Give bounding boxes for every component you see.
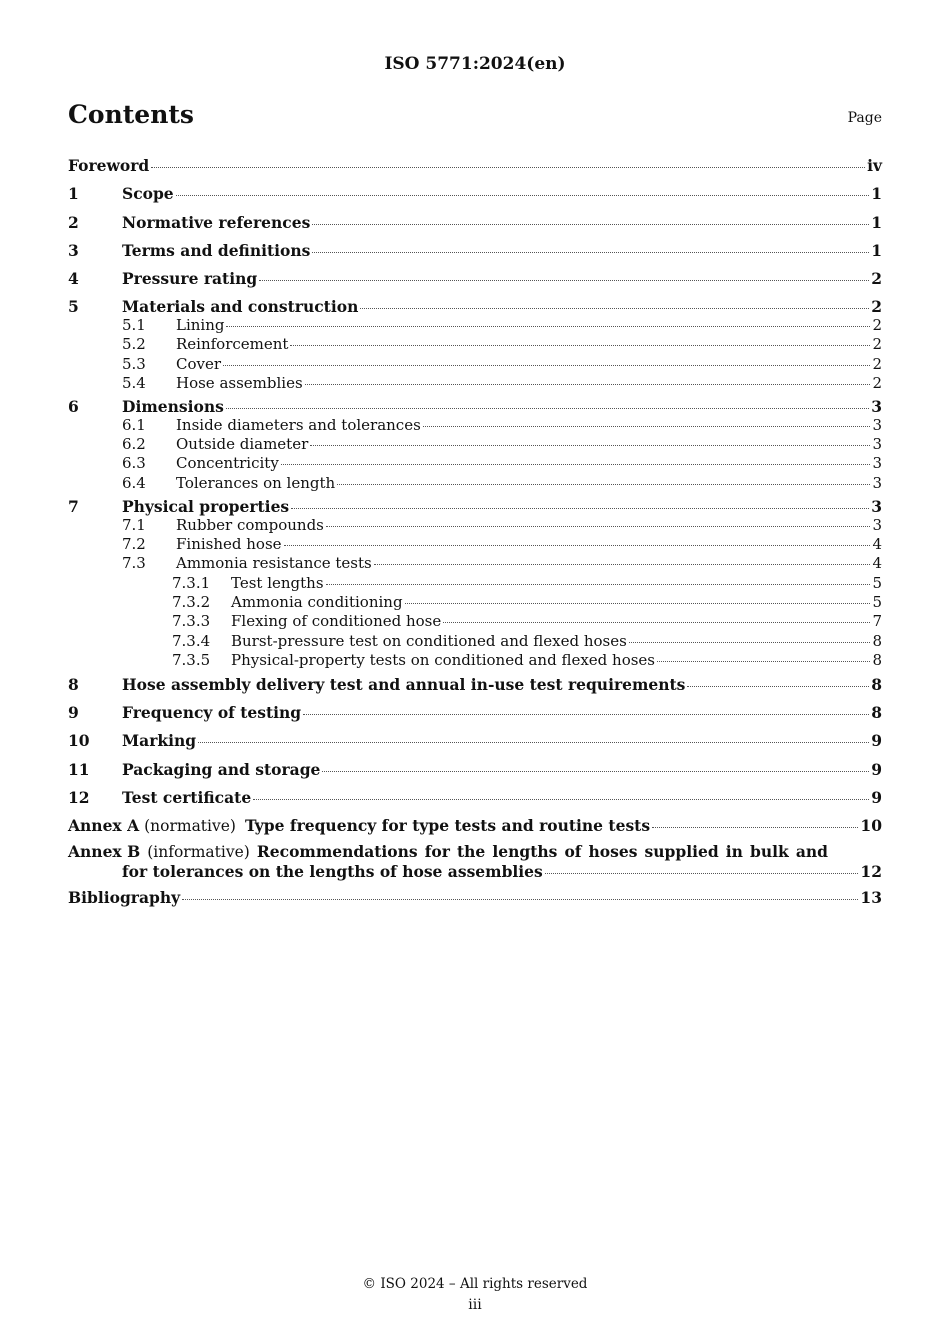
toc-entry-number: 5 bbox=[68, 297, 79, 317]
dot-leader bbox=[322, 771, 869, 772]
toc-entry-page: 1 bbox=[871, 184, 882, 204]
annex-title-word: Recommendations bbox=[256, 842, 418, 862]
dot-leader bbox=[182, 899, 858, 900]
toc-entry-2[interactable] bbox=[68, 209, 882, 237]
toc-entry-5-3[interactable] bbox=[68, 355, 882, 374]
toc-entry-5-4[interactable] bbox=[68, 374, 882, 393]
toc-entry-number: 1 bbox=[68, 184, 79, 204]
toc-entry-page: 3 bbox=[872, 454, 882, 473]
toc-entry-6-4[interactable] bbox=[68, 474, 882, 493]
toc-entry-number: 6.4 bbox=[122, 473, 146, 492]
annex-title-word: the bbox=[456, 842, 486, 862]
toc-entry-title: Burst-pressure test on conditioned and flexed hoses bbox=[231, 631, 627, 650]
page-number: iii bbox=[468, 1297, 482, 1313]
toc-entry-8[interactable] bbox=[68, 671, 882, 699]
toc-entry-title: Normative references bbox=[122, 212, 311, 232]
toc-entry-title: Physical-property tests on conditioned and flexed hoses bbox=[231, 651, 655, 670]
dot-leader bbox=[291, 508, 869, 509]
toc-entry-title: Dimensions bbox=[122, 397, 224, 417]
toc-entry-number: 5.1 bbox=[122, 315, 146, 334]
toc-entry-page: 2 bbox=[871, 297, 882, 317]
toc-entry-page: 8 bbox=[872, 631, 882, 650]
toc-entry-6-2[interactable] bbox=[68, 435, 882, 454]
toc-entry-title: Foreword bbox=[68, 156, 150, 175]
toc-entry-number: 6 bbox=[68, 397, 79, 417]
toc-entry-number: 9 bbox=[68, 702, 79, 722]
dot-leader bbox=[374, 564, 871, 565]
dot-leader bbox=[310, 445, 870, 446]
dot-leader bbox=[284, 545, 871, 546]
toc-entry-page: 3 bbox=[872, 515, 882, 534]
annex-title-word: bulk bbox=[750, 842, 789, 862]
toc-entry-7-3-4[interactable] bbox=[68, 632, 882, 651]
page-column-label: Page bbox=[847, 110, 882, 126]
toc-entry-page: 3 bbox=[872, 473, 882, 492]
toc-entry-page: 10 bbox=[860, 816, 882, 836]
toc-entry-page: 2 bbox=[871, 269, 882, 289]
toc-entry-7-3-1[interactable] bbox=[68, 574, 882, 593]
dot-leader bbox=[326, 584, 871, 585]
toc-entry-number: 2 bbox=[68, 212, 79, 232]
toc-entry-number: 7.3.1 bbox=[172, 573, 211, 592]
annex-title-word: and bbox=[795, 842, 828, 862]
dot-leader bbox=[545, 873, 859, 874]
annex-label: Annex B bbox=[68, 842, 141, 862]
toc-entry-title: Flexing of conditioned hose bbox=[231, 612, 442, 631]
toc-entry-page: 3 bbox=[872, 415, 882, 434]
toc-entry-title: Test certificate bbox=[122, 787, 252, 807]
toc-entry-page: 7 bbox=[872, 612, 882, 631]
toc-entry-number: 12 bbox=[68, 787, 90, 807]
toc-entry-title: Ammonia resistance tests bbox=[176, 554, 372, 573]
dot-leader bbox=[360, 308, 869, 309]
toc-entry-title: Test lengths bbox=[231, 573, 324, 592]
toc-entry-page: 2 bbox=[872, 373, 882, 392]
toc-entry-number: 3 bbox=[68, 240, 79, 260]
toc-entry-title: Inside diameters and tolerances bbox=[176, 415, 421, 434]
toc-entry-number: 7.3.5 bbox=[172, 651, 211, 670]
toc-entry-7-2[interactable] bbox=[68, 535, 882, 554]
toc-entry-page: 8 bbox=[871, 702, 882, 722]
toc-entry-title: Materials and construction bbox=[122, 297, 359, 317]
toc-entry-title: Lining bbox=[176, 315, 225, 334]
toc-entry-page: 4 bbox=[872, 554, 882, 573]
toc-entry-number: 4 bbox=[68, 269, 79, 289]
toc-entry-title: Pressure rating bbox=[122, 269, 258, 289]
dot-leader bbox=[312, 252, 869, 253]
toc-entry-number: 10 bbox=[68, 731, 90, 751]
toc-entry-number: 5.4 bbox=[122, 373, 146, 392]
toc-entry-title: Finished hose bbox=[176, 534, 282, 553]
annex-title-word: for bbox=[424, 842, 450, 862]
dot-leader bbox=[305, 384, 871, 385]
toc-entry-3[interactable] bbox=[68, 237, 882, 265]
toc-entry-title: Bibliography bbox=[68, 888, 181, 908]
dot-leader bbox=[281, 464, 871, 465]
toc-entry-foreword[interactable] bbox=[68, 152, 882, 180]
toc-entry-number: 7.3.4 bbox=[172, 631, 211, 650]
toc-entry-page: 9 bbox=[871, 759, 882, 779]
dot-leader bbox=[151, 167, 865, 168]
annex-title-word: in bbox=[725, 842, 743, 862]
toc-entry-page: 3 bbox=[872, 435, 882, 454]
toc-entry-number: 7 bbox=[68, 497, 79, 517]
toc-entry-number: 7.3.3 bbox=[172, 612, 211, 631]
toc-entry-title: Physical properties bbox=[122, 497, 290, 517]
annex-title-word: of bbox=[564, 842, 582, 862]
toc-entry-page: 2 bbox=[872, 315, 882, 334]
toc-entry-number: 7.1 bbox=[122, 515, 146, 534]
toc-entry-title: Hose assemblies bbox=[176, 373, 303, 392]
toc-entry-title: Reinforcement bbox=[176, 335, 289, 354]
dot-leader bbox=[290, 345, 870, 346]
dot-leader bbox=[312, 224, 869, 225]
dot-leader bbox=[223, 365, 870, 366]
table-of-contents bbox=[68, 152, 882, 913]
toc-entry-number: 5.2 bbox=[122, 335, 146, 354]
toc-entry-page: 9 bbox=[871, 787, 882, 807]
toc-entry-page: 9 bbox=[871, 731, 882, 751]
annex-label: Annex A bbox=[68, 816, 140, 836]
toc-entry-title: Scope bbox=[122, 184, 174, 204]
toc-entry-title: Tolerances on length bbox=[176, 473, 336, 492]
toc-entry-title: Ammonia conditioning bbox=[231, 593, 403, 612]
annex-title: Type frequency for type tests and routine tests bbox=[244, 816, 651, 836]
toc-entry-7-1[interactable] bbox=[68, 516, 882, 535]
toc-entry-7-3-3[interactable] bbox=[68, 612, 882, 631]
toc-entry-page: 1 bbox=[871, 212, 882, 232]
toc-entry-title: Marking bbox=[122, 731, 197, 751]
toc-entry-page: 12 bbox=[860, 862, 882, 882]
toc-entry-title: Hose assembly delivery test and annual in-use test requirements bbox=[122, 674, 686, 694]
toc-entry-title: Cover bbox=[176, 354, 222, 373]
annex-title-word: lengths bbox=[492, 842, 558, 862]
dot-leader bbox=[198, 742, 869, 743]
toc-entry-number: 6.1 bbox=[122, 415, 146, 434]
dot-leader bbox=[423, 426, 871, 427]
toc-entry-7-3-5[interactable] bbox=[68, 651, 882, 670]
toc-entry-page: 5 bbox=[872, 573, 882, 592]
dot-leader bbox=[176, 195, 870, 196]
toc-entry-12[interactable] bbox=[68, 784, 882, 812]
toc-entry-7-3[interactable] bbox=[68, 554, 882, 573]
dot-leader bbox=[405, 603, 871, 604]
annex-title-word: hoses bbox=[588, 842, 638, 862]
toc-entry-6-1[interactable] bbox=[68, 416, 882, 435]
toc-entry-title: Frequency of testing bbox=[122, 702, 302, 722]
dot-leader bbox=[226, 326, 870, 327]
toc-entry-9[interactable] bbox=[68, 699, 882, 727]
toc-entry-number: 7.3.2 bbox=[172, 593, 211, 612]
contents-title: Contents bbox=[68, 100, 195, 129]
toc-entry-7-3-2[interactable] bbox=[68, 593, 882, 612]
toc-entry-page: 5 bbox=[872, 593, 882, 612]
toc-entry-5-2[interactable] bbox=[68, 335, 882, 354]
toc-entry-page: 13 bbox=[860, 888, 882, 908]
toc-entry-title: Outside diameter bbox=[176, 435, 309, 454]
toc-entry-number: 8 bbox=[68, 674, 79, 694]
toc-entry-title: Concentricity bbox=[176, 454, 279, 473]
dot-leader bbox=[687, 686, 869, 687]
annex-title-word: supplied bbox=[644, 842, 719, 862]
dot-leader bbox=[652, 827, 858, 828]
annex-title-continuation: for tolerances on the lengths of hose assemblies bbox=[122, 862, 543, 882]
toc-entry-title: Rubber compounds bbox=[176, 515, 324, 534]
dot-leader bbox=[259, 280, 869, 281]
toc-entry-6-3[interactable] bbox=[68, 454, 882, 473]
copyright-notice: © ISO 2024 – All rights reserved bbox=[362, 1276, 588, 1292]
toc-entry-page: 4 bbox=[872, 534, 882, 553]
toc-entry-page: 1 bbox=[871, 240, 882, 260]
toc-entry-number: 6.2 bbox=[122, 435, 146, 454]
toc-entry-page: 3 bbox=[871, 497, 882, 517]
toc-entry-number: 6.3 bbox=[122, 454, 146, 473]
toc-entry-11[interactable] bbox=[68, 756, 882, 784]
toc-entry-annex-a[interactable] bbox=[68, 812, 882, 840]
toc-entry-page: 8 bbox=[871, 674, 882, 694]
dot-leader bbox=[443, 622, 870, 623]
toc-entry-number: 11 bbox=[68, 759, 90, 779]
toc-entry-5-1[interactable] bbox=[68, 316, 882, 335]
toc-entry-number: 5.3 bbox=[122, 354, 146, 373]
toc-entry-bibliography[interactable] bbox=[68, 884, 882, 912]
annex-type: (informative) bbox=[147, 843, 250, 862]
dot-leader bbox=[226, 408, 869, 409]
dot-leader bbox=[337, 484, 870, 485]
toc-entry-1[interactable] bbox=[68, 180, 882, 208]
toc-entry-number: 7.2 bbox=[122, 534, 146, 553]
toc-entry-page: 2 bbox=[872, 354, 882, 373]
dot-leader bbox=[303, 714, 869, 715]
dot-leader bbox=[326, 526, 871, 527]
dot-leader bbox=[629, 642, 871, 643]
toc-entry-number: 7.3 bbox=[122, 554, 146, 573]
toc-entry-title: Terms and definitions bbox=[122, 240, 311, 260]
toc-entry-page: 8 bbox=[872, 651, 882, 670]
toc-entry-page: 2 bbox=[872, 335, 882, 354]
dot-leader bbox=[253, 799, 869, 800]
dot-leader bbox=[657, 661, 870, 662]
toc-entry-page: 3 bbox=[871, 397, 882, 417]
toc-entry-page: iv bbox=[867, 156, 882, 175]
toc-entry-annex-b[interactable] bbox=[68, 842, 882, 882]
annex-type: (normative) bbox=[144, 817, 236, 836]
toc-entry-title: Packaging and storage bbox=[122, 759, 321, 779]
toc-entry-4[interactable] bbox=[68, 265, 882, 293]
document-id: ISO 5771:2024(en) bbox=[384, 54, 566, 74]
toc-entry-10[interactable] bbox=[68, 727, 882, 755]
